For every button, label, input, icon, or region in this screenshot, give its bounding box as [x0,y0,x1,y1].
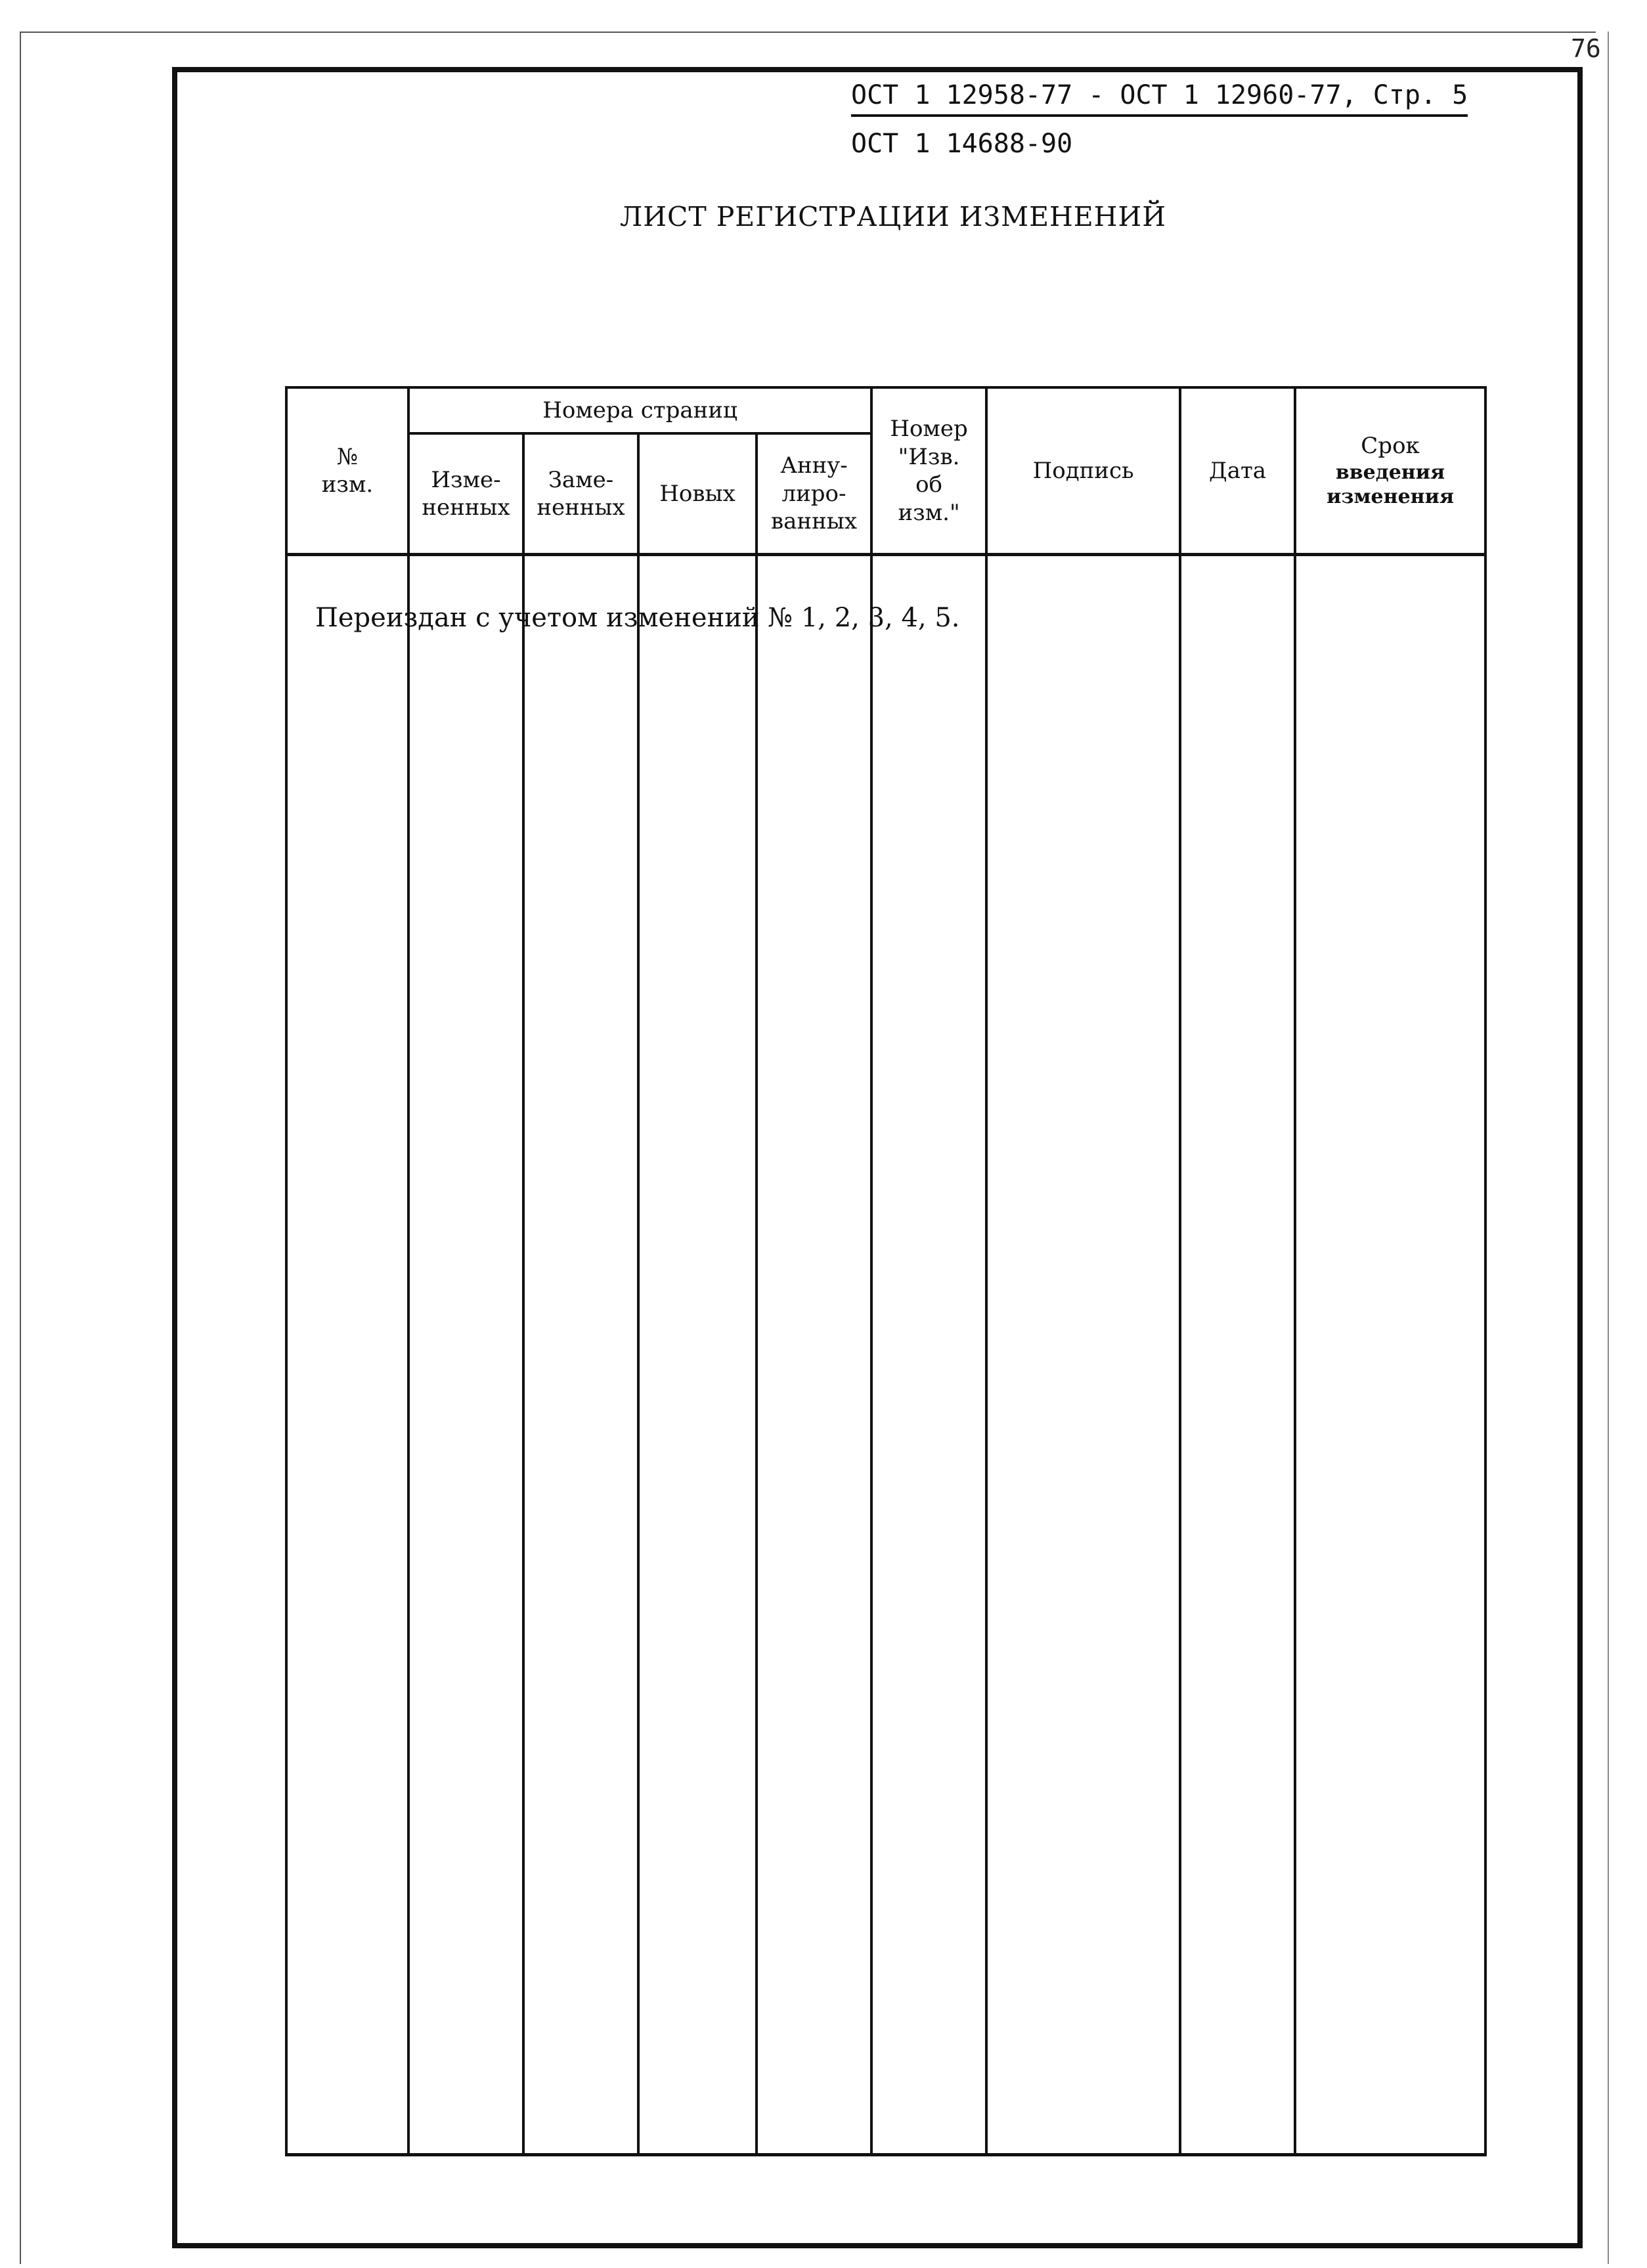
header-date: Дата [1180,387,1295,555]
document-code-line-1: ОСТ 1 12958-77 - ОСТ 1 12960-77, Стр. 5 [851,80,1468,117]
page-title: ЛИСТ РЕГИСТРАЦИИ ИЗМЕНЕНИЙ [620,201,1166,232]
table-cell [757,555,871,2155]
header-replaced-pages: Заме- ненных [523,433,638,555]
change-registration-table [285,386,1484,2156]
table-cell [408,555,523,2155]
table-cell [523,555,638,2155]
header-changed-pages: Изме- ненных [408,433,523,555]
header-signature: Подпись [986,387,1180,555]
table-cell [871,555,986,2155]
header-change-number: № изм. [286,387,408,555]
header-notice-number: Номер "Изв. об изм." [871,387,986,555]
reissue-note: Переиздан с учетом изменений № 1, 2, 3, 4, 5. [315,603,960,633]
header-new-pages: Новых [638,433,757,555]
table-cell [638,555,757,2155]
header-term-line-2: введения изменения [1327,460,1455,509]
header-page-numbers: Номера страниц [408,387,871,433]
scan-edge-top [20,32,1596,33]
header-annulled-pages: Анну- лиро- ванных [757,433,871,555]
document-code-line-2: ОСТ 1 14688-90 [851,129,1073,159]
table-cell [286,555,408,2155]
scan-edge-left [20,32,21,2264]
table-cell [986,555,1180,2155]
table-cell [1295,555,1485,2155]
scan-edge-right [1608,32,1609,2264]
table-cell [1180,555,1295,2155]
page-number: 76 [1571,34,1601,63]
table-body-row [286,555,1485,2155]
header-term-line-1: Срок [1361,433,1420,460]
header-term [1295,387,1485,555]
